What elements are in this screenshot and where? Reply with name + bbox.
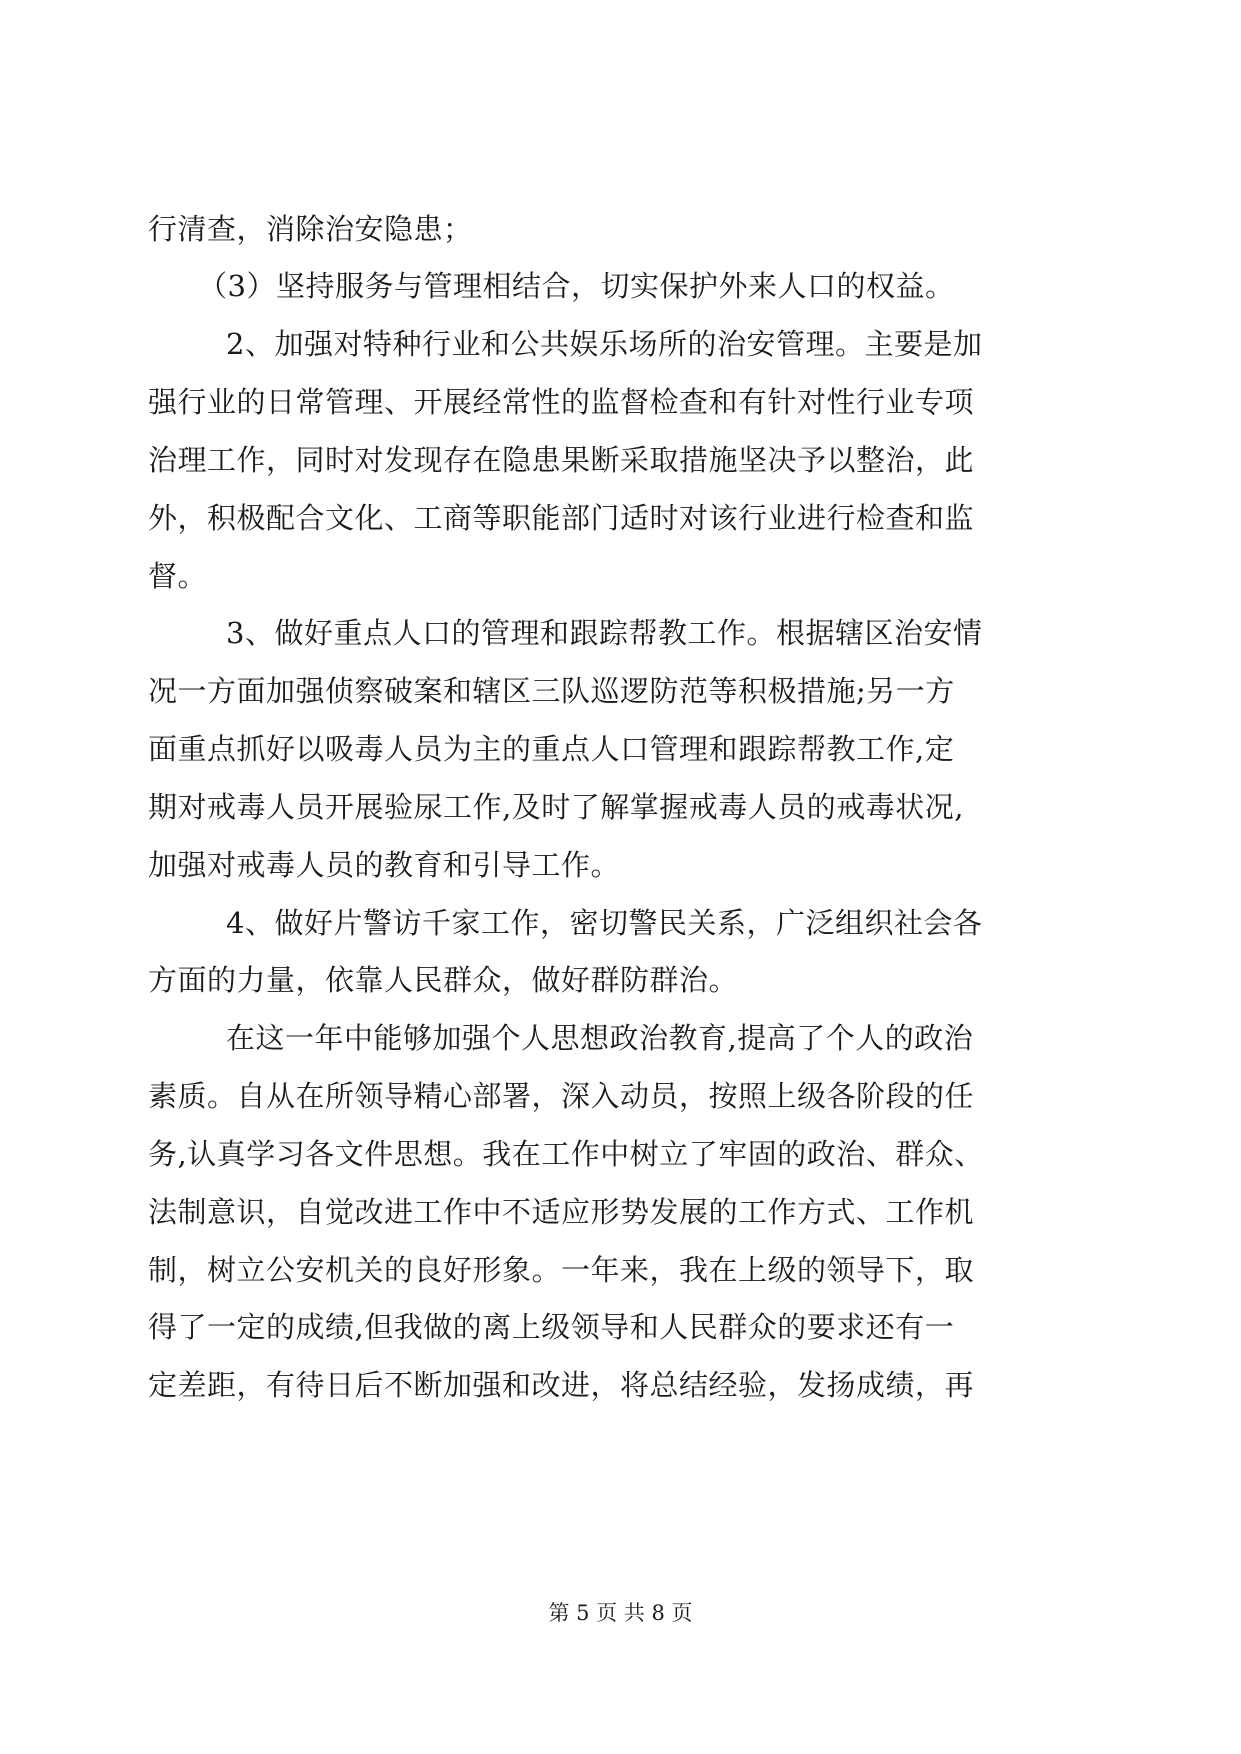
text-line: 素质。自从在所领导精心部署，深入动员，按照上级各阶段的任 xyxy=(148,1079,975,1113)
text-line: 得了一定的成绩,但我做的离上级领导和人民群众的要求还有一 xyxy=(148,1310,955,1344)
text-line: 治理工作，同时对发现存在隐患果断采取措施坚决予以整治，此 xyxy=(148,443,975,477)
text-line: 督。 xyxy=(148,559,208,593)
text-line: （3）坚持服务与管理相结合，切实保护外来人口的权益。 xyxy=(198,269,955,303)
text-line: 加强对戒毒人员的教育和引导工作。 xyxy=(148,848,621,882)
text-line: 行清查，消除治安隐患； xyxy=(148,212,473,246)
text-line: 定差距，有待日后不断加强和改进，将总结经验，发扬成绩，再 xyxy=(148,1368,975,1402)
text-line: 方面的力量，依靠人民群众，做好群防群治。 xyxy=(148,963,739,997)
text-line: 务,认真学习各文件思想。我在工作中树立了牢固的政治、群众、 xyxy=(148,1137,984,1171)
text-line: 3、做好重点人口的管理和跟踪帮教工作。根据辖区治安情 xyxy=(226,616,983,650)
text-line: 况一方面加强侦察破案和辖区三队巡逻防范等积极措施;另一方 xyxy=(148,674,955,708)
text-line: 外，积极配合文化、工商等职能部门适时对该行业进行检查和监 xyxy=(148,501,975,535)
text-line: 制，树立公安机关的良好形象。一年来，我在上级的领导下，取 xyxy=(148,1253,975,1287)
text-line: 法制意识，自觉改进工作中不适应形势发展的工作方式、工作机 xyxy=(148,1195,975,1229)
text-line: 强行业的日常管理、开展经常性的监督检查和有针对性行业专项 xyxy=(148,385,975,419)
text-line: 面重点抓好以吸毒人员为主的重点人口管理和跟踪帮教工作,定 xyxy=(148,732,955,766)
text-line: 4、做好片警访千家工作，密切警民关系，广泛组织社会各 xyxy=(226,906,983,940)
text-line: 期对戒毒人员开展验尿工作,及时了解掌握戒毒人员的戒毒状况, xyxy=(148,790,964,824)
text-line: 在这一年中能够加强个人思想政治教育,提高了个人的政治 xyxy=(226,1021,974,1055)
text-line: 2、加强对特种行业和公共娱乐场所的治安管理。主要是加 xyxy=(226,327,983,361)
page-number-footer: 第 5 页 共 8 页 xyxy=(548,1601,693,1625)
